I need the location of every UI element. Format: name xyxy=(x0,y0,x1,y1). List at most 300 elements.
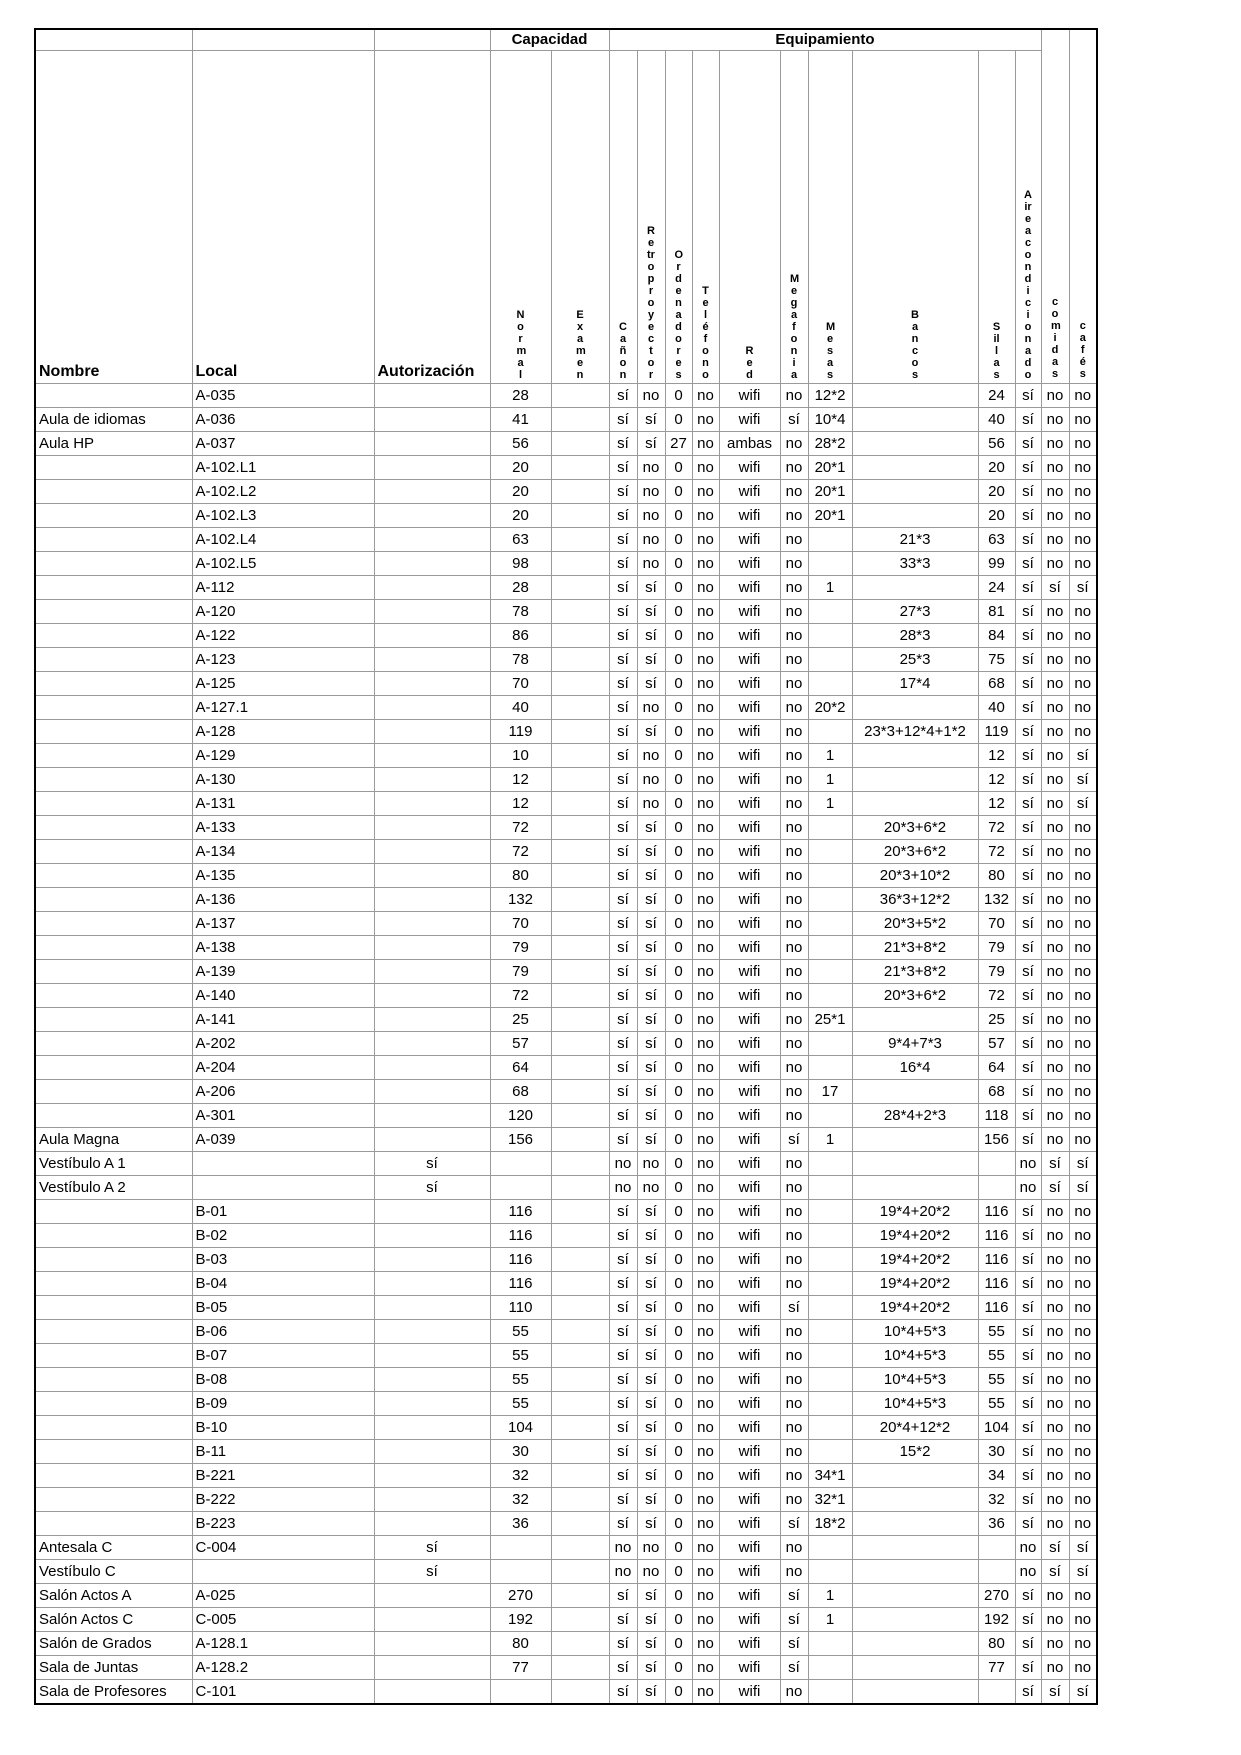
cell-bancos: 10*4+5*3 xyxy=(852,1320,978,1344)
cell-mesas xyxy=(808,1344,852,1368)
cell-red: wifi xyxy=(719,1632,780,1656)
cell-megafonia: no xyxy=(780,912,808,936)
table-row xyxy=(35,1560,1097,1584)
cell-local: A-206 xyxy=(192,1080,374,1104)
cell-retroproyector: sí xyxy=(637,1368,665,1392)
cell-canon: sí xyxy=(609,1656,637,1680)
cell-megafonia: no xyxy=(780,528,808,552)
cell-bancos xyxy=(852,792,978,816)
cell-bancos: 36*3+12*2 xyxy=(852,888,978,912)
cell-telefono: no xyxy=(692,1296,719,1320)
table-row xyxy=(35,1680,1097,1705)
cell-retroproyector: sí xyxy=(637,1632,665,1656)
cell-cafes: no xyxy=(1069,984,1097,1008)
cell-megafonia: no xyxy=(780,1416,808,1440)
cell-retroproyector: sí xyxy=(637,864,665,888)
cell-telefono: no xyxy=(692,384,719,408)
cell-retroproyector: sí xyxy=(637,960,665,984)
cell-comidas: no xyxy=(1041,648,1069,672)
cell-examen xyxy=(551,1224,609,1248)
cell-examen xyxy=(551,672,609,696)
cell-canon: sí xyxy=(609,1416,637,1440)
cell-comidas: no xyxy=(1041,1416,1069,1440)
cell-comidas: no xyxy=(1041,432,1069,456)
cell-examen xyxy=(551,648,609,672)
cell-canon: sí xyxy=(609,1272,637,1296)
table-row xyxy=(35,648,1097,672)
cell-ordenadores: 0 xyxy=(665,1632,692,1656)
cell-mesas xyxy=(808,1224,852,1248)
table-row xyxy=(35,456,1097,480)
cell-ordenadores: 0 xyxy=(665,744,692,768)
cell-cafes: no xyxy=(1069,1224,1097,1248)
cell-ordenadores: 0 xyxy=(665,720,692,744)
cell-megafonia: no xyxy=(780,1224,808,1248)
cell-examen xyxy=(551,504,609,528)
cell-normal: 132 xyxy=(490,888,551,912)
column-header-retroproyector-label: Retroproyector xyxy=(647,225,655,381)
column-header-comidas-label: comidas xyxy=(1051,296,1061,380)
cell-aire: sí xyxy=(1015,912,1041,936)
cell-cafes: no xyxy=(1069,696,1097,720)
cell-examen xyxy=(551,1584,609,1608)
cell-ordenadores: 0 xyxy=(665,888,692,912)
cell-autorizacion xyxy=(374,456,490,480)
cell-mesas xyxy=(808,1320,852,1344)
cell-autorizacion xyxy=(374,1488,490,1512)
cell-bancos xyxy=(852,1536,978,1560)
cell-nombre xyxy=(35,1008,192,1032)
cell-local: A-140 xyxy=(192,984,374,1008)
cell-bancos xyxy=(852,1512,978,1536)
cell-examen xyxy=(551,1128,609,1152)
cell-telefono: no xyxy=(692,528,719,552)
cell-local: A-133 xyxy=(192,816,374,840)
cell-mesas: 12*2 xyxy=(808,384,852,408)
cell-retroproyector: sí xyxy=(637,1104,665,1128)
cell-normal: 79 xyxy=(490,936,551,960)
cell-megafonia: no xyxy=(780,1152,808,1176)
cell-nombre xyxy=(35,1200,192,1224)
cell-telefono: no xyxy=(692,1176,719,1200)
cell-megafonia: no xyxy=(780,1488,808,1512)
table-row xyxy=(35,1224,1097,1248)
cell-bancos: 10*4+5*3 xyxy=(852,1368,978,1392)
cell-red: wifi xyxy=(719,1248,780,1272)
cell-aire: sí xyxy=(1015,1680,1041,1705)
cell-normal: 104 xyxy=(490,1416,551,1440)
cell-comidas: no xyxy=(1041,384,1069,408)
cell-nombre xyxy=(35,552,192,576)
cell-bancos: 20*3+5*2 xyxy=(852,912,978,936)
cell-normal: 28 xyxy=(490,576,551,600)
column-header-nombre: Nombre xyxy=(35,51,192,384)
cell-cafes: no xyxy=(1069,1296,1097,1320)
cell-ordenadores: 0 xyxy=(665,504,692,528)
cell-mesas: 34*1 xyxy=(808,1464,852,1488)
cell-canon: sí xyxy=(609,1392,637,1416)
cell-aire: sí xyxy=(1015,600,1041,624)
cell-megafonia: no xyxy=(780,552,808,576)
cell-canon: sí xyxy=(609,624,637,648)
cell-normal: 20 xyxy=(490,456,551,480)
cell-autorizacion xyxy=(374,1080,490,1104)
cell-normal xyxy=(490,1680,551,1705)
cell-retroproyector: sí xyxy=(637,816,665,840)
cell-ordenadores: 0 xyxy=(665,936,692,960)
cell-bancos xyxy=(852,1176,978,1200)
cell-normal: 55 xyxy=(490,1368,551,1392)
cell-telefono: no xyxy=(692,864,719,888)
cell-red: wifi xyxy=(719,1032,780,1056)
cell-sillas: 55 xyxy=(978,1392,1015,1416)
cell-autorizacion xyxy=(374,384,490,408)
cell-local: A-134 xyxy=(192,840,374,864)
cell-autorizacion xyxy=(374,912,490,936)
cell-local: B-05 xyxy=(192,1296,374,1320)
cell-comidas: no xyxy=(1041,1320,1069,1344)
cell-telefono: no xyxy=(692,672,719,696)
cell-megafonia: no xyxy=(780,720,808,744)
cell-cafes: no xyxy=(1069,1200,1097,1224)
cell-examen xyxy=(551,408,609,432)
cell-nombre xyxy=(35,864,192,888)
cell-megafonia: no xyxy=(780,672,808,696)
cell-retroproyector: no xyxy=(637,1536,665,1560)
cell-mesas: 1 xyxy=(808,792,852,816)
cell-ordenadores: 0 xyxy=(665,672,692,696)
cell-retroproyector: no xyxy=(637,552,665,576)
cell-sillas: 24 xyxy=(978,384,1015,408)
cell-telefono: no xyxy=(692,912,719,936)
cell-normal: 79 xyxy=(490,960,551,984)
cell-aire: sí xyxy=(1015,1416,1041,1440)
cell-red: wifi xyxy=(719,744,780,768)
column-header-sillas-label: Sillas xyxy=(992,321,1001,381)
cell-nombre xyxy=(35,1104,192,1128)
cell-comidas: no xyxy=(1041,744,1069,768)
cell-nombre: Aula de idiomas xyxy=(35,408,192,432)
table-row xyxy=(35,1608,1097,1632)
cell-normal: 55 xyxy=(490,1392,551,1416)
cell-aire: sí xyxy=(1015,1032,1041,1056)
cell-mesas: 20*1 xyxy=(808,480,852,504)
cell-mesas xyxy=(808,1536,852,1560)
cell-canon: sí xyxy=(609,432,637,456)
cell-retroproyector: sí xyxy=(637,1680,665,1705)
cell-retroproyector: sí xyxy=(637,912,665,936)
cell-autorizacion xyxy=(374,432,490,456)
cell-sillas: 68 xyxy=(978,1080,1015,1104)
cell-bancos xyxy=(852,768,978,792)
cell-ordenadores: 0 xyxy=(665,456,692,480)
cell-telefono: no xyxy=(692,792,719,816)
table-row xyxy=(35,1032,1097,1056)
cell-local: B-06 xyxy=(192,1320,374,1344)
cell-mesas xyxy=(808,1440,852,1464)
cell-retroproyector: no xyxy=(637,456,665,480)
cell-mesas xyxy=(808,816,852,840)
cell-cafes: no xyxy=(1069,1320,1097,1344)
cell-autorizacion: sí xyxy=(374,1536,490,1560)
cell-local: B-07 xyxy=(192,1344,374,1368)
cell-cafes: no xyxy=(1069,816,1097,840)
cell-cafes: no xyxy=(1069,1440,1097,1464)
cell-comidas: no xyxy=(1041,1224,1069,1248)
cell-red: wifi xyxy=(719,1584,780,1608)
cell-sillas: 34 xyxy=(978,1464,1015,1488)
cell-normal: 10 xyxy=(490,744,551,768)
cell-retroproyector: sí xyxy=(637,432,665,456)
cell-sillas: 40 xyxy=(978,408,1015,432)
cell-aire: sí xyxy=(1015,1248,1041,1272)
cell-telefono: no xyxy=(692,1560,719,1584)
cell-aire: sí xyxy=(1015,1224,1041,1248)
cell-canon: sí xyxy=(609,696,637,720)
cell-cafes: sí xyxy=(1069,1152,1097,1176)
cell-comidas: no xyxy=(1041,888,1069,912)
cell-bancos: 21*3+8*2 xyxy=(852,936,978,960)
cell-nombre xyxy=(35,600,192,624)
cell-nombre xyxy=(35,1080,192,1104)
cell-megafonia: no xyxy=(780,624,808,648)
column-header-examen-label: Examen xyxy=(576,309,586,381)
table-row xyxy=(35,960,1097,984)
cell-autorizacion xyxy=(374,936,490,960)
cell-comidas: no xyxy=(1041,1080,1069,1104)
cell-cafes: no xyxy=(1069,384,1097,408)
cell-examen xyxy=(551,384,609,408)
cell-sillas: 72 xyxy=(978,816,1015,840)
cell-sillas: 20 xyxy=(978,480,1015,504)
cell-comidas: no xyxy=(1041,840,1069,864)
cell-ordenadores: 0 xyxy=(665,1080,692,1104)
cell-nombre xyxy=(35,1224,192,1248)
cell-aire: sí xyxy=(1015,1440,1041,1464)
cell-nombre xyxy=(35,480,192,504)
cell-megafonia: no xyxy=(780,1032,808,1056)
cell-mesas: 20*2 xyxy=(808,696,852,720)
table-row xyxy=(35,1440,1097,1464)
cell-telefono: no xyxy=(692,936,719,960)
cell-ordenadores: 0 xyxy=(665,984,692,1008)
cell-mesas xyxy=(808,672,852,696)
cell-examen xyxy=(551,1320,609,1344)
cell-bancos: 20*3+6*2 xyxy=(852,840,978,864)
cell-mesas: 1 xyxy=(808,1608,852,1632)
cell-telefono: no xyxy=(692,1608,719,1632)
cell-cafes: no xyxy=(1069,1632,1097,1656)
cell-aire: sí xyxy=(1015,768,1041,792)
cell-nombre xyxy=(35,1296,192,1320)
cell-examen xyxy=(551,480,609,504)
cell-comidas: sí xyxy=(1041,1680,1069,1705)
cell-aire: sí xyxy=(1015,648,1041,672)
cell-bancos xyxy=(852,1152,978,1176)
cell-local: B-04 xyxy=(192,1272,374,1296)
cell-mesas: 1 xyxy=(808,744,852,768)
cell-ordenadores: 0 xyxy=(665,1032,692,1056)
table-row xyxy=(35,552,1097,576)
cell-ordenadores: 0 xyxy=(665,1368,692,1392)
cell-autorizacion xyxy=(374,1032,490,1056)
cell-normal xyxy=(490,1152,551,1176)
cell-comidas: no xyxy=(1041,408,1069,432)
cell-megafonia: no xyxy=(780,1440,808,1464)
cell-autorizacion xyxy=(374,792,490,816)
cell-autorizacion xyxy=(374,624,490,648)
cell-sillas: 156 xyxy=(978,1128,1015,1152)
cell-cafes: no xyxy=(1069,840,1097,864)
cell-red: wifi xyxy=(719,1656,780,1680)
cell-retroproyector: no xyxy=(637,480,665,504)
cell-ordenadores: 0 xyxy=(665,816,692,840)
cell-ordenadores: 0 xyxy=(665,1680,692,1705)
table-row xyxy=(35,1008,1097,1032)
cell-megafonia: sí xyxy=(780,1584,808,1608)
cell-retroproyector: no xyxy=(637,696,665,720)
cell-aire: sí xyxy=(1015,1200,1041,1224)
cell-cafes: no xyxy=(1069,480,1097,504)
cell-bancos: 28*4+2*3 xyxy=(852,1104,978,1128)
cell-examen xyxy=(551,1056,609,1080)
cell-examen xyxy=(551,888,609,912)
cell-aire: sí xyxy=(1015,1584,1041,1608)
cell-aire: sí xyxy=(1015,936,1041,960)
cell-ordenadores: 0 xyxy=(665,696,692,720)
cell-examen xyxy=(551,1608,609,1632)
cell-examen xyxy=(551,1152,609,1176)
cell-bancos: 20*3+10*2 xyxy=(852,864,978,888)
cell-retroproyector: sí xyxy=(637,1248,665,1272)
cell-canon: sí xyxy=(609,672,637,696)
cell-telefono: no xyxy=(692,648,719,672)
cell-cafes: no xyxy=(1069,1656,1097,1680)
cell-bancos xyxy=(852,480,978,504)
cell-red: wifi xyxy=(719,912,780,936)
column-header-sillas xyxy=(978,51,1015,384)
cell-ordenadores: 0 xyxy=(665,384,692,408)
column-header-red-label: Red xyxy=(745,345,754,381)
cell-red: wifi xyxy=(719,504,780,528)
cell-local: B-11 xyxy=(192,1440,374,1464)
cell-cafes: no xyxy=(1069,600,1097,624)
cell-sillas: 75 xyxy=(978,648,1015,672)
cell-red: wifi xyxy=(719,1512,780,1536)
table-row xyxy=(35,1152,1097,1176)
cell-autorizacion xyxy=(374,864,490,888)
table-row xyxy=(35,480,1097,504)
cell-megafonia: no xyxy=(780,600,808,624)
cell-ordenadores: 0 xyxy=(665,1320,692,1344)
cell-sillas: 55 xyxy=(978,1320,1015,1344)
cell-red: wifi xyxy=(719,720,780,744)
cell-red: wifi xyxy=(719,1608,780,1632)
cell-bancos xyxy=(852,504,978,528)
cell-bancos xyxy=(852,744,978,768)
cell-mesas xyxy=(808,1104,852,1128)
cell-cafes: sí xyxy=(1069,1536,1097,1560)
cell-aire: no xyxy=(1015,1152,1041,1176)
cell-cafes: no xyxy=(1069,1392,1097,1416)
cell-canon: sí xyxy=(609,984,637,1008)
cell-comidas: no xyxy=(1041,480,1069,504)
cell-nombre xyxy=(35,1320,192,1344)
cell-comidas: no xyxy=(1041,504,1069,528)
cell-ordenadores: 0 xyxy=(665,480,692,504)
cell-cafes: sí xyxy=(1069,1680,1097,1705)
cell-examen xyxy=(551,744,609,768)
rooms-table xyxy=(34,28,1098,1705)
cell-ordenadores: 0 xyxy=(665,912,692,936)
cell-sillas: 12 xyxy=(978,792,1015,816)
cell-telefono: no xyxy=(692,1512,719,1536)
cell-ordenadores: 0 xyxy=(665,1656,692,1680)
cell-mesas xyxy=(808,1152,852,1176)
cell-sillas: 57 xyxy=(978,1032,1015,1056)
cell-cafes: no xyxy=(1069,408,1097,432)
cell-retroproyector: no xyxy=(637,1176,665,1200)
cell-local: A-025 xyxy=(192,1584,374,1608)
cell-nombre: Vestíbulo C xyxy=(35,1560,192,1584)
group-header-blank xyxy=(192,29,374,51)
cell-normal: 72 xyxy=(490,984,551,1008)
cell-autorizacion xyxy=(374,984,490,1008)
cell-retroproyector: sí xyxy=(637,1584,665,1608)
cell-autorizacion xyxy=(374,816,490,840)
cell-examen xyxy=(551,1440,609,1464)
cell-red: wifi xyxy=(719,1128,780,1152)
cell-nombre: Sala de Juntas xyxy=(35,1656,192,1680)
cell-examen xyxy=(551,960,609,984)
cell-mesas xyxy=(808,720,852,744)
cell-aire: sí xyxy=(1015,1296,1041,1320)
cell-sillas: 116 xyxy=(978,1224,1015,1248)
cell-normal: 120 xyxy=(490,1104,551,1128)
cell-nombre: Sala de Profesores xyxy=(35,1680,192,1705)
cell-megafonia: no xyxy=(780,768,808,792)
table-row xyxy=(35,1416,1097,1440)
cell-bancos: 28*3 xyxy=(852,624,978,648)
cell-megafonia: no xyxy=(780,648,808,672)
cell-nombre xyxy=(35,696,192,720)
cell-examen xyxy=(551,1392,609,1416)
cell-red: ambas xyxy=(719,432,780,456)
cell-normal: 68 xyxy=(490,1080,551,1104)
cell-nombre xyxy=(35,1368,192,1392)
cell-examen xyxy=(551,600,609,624)
cell-aire: sí xyxy=(1015,1656,1041,1680)
cell-examen xyxy=(551,1176,609,1200)
cell-local: A-112 xyxy=(192,576,374,600)
cell-red: wifi xyxy=(719,528,780,552)
cell-canon: sí xyxy=(609,408,637,432)
cell-telefono: no xyxy=(692,696,719,720)
cell-examen xyxy=(551,1248,609,1272)
cell-normal: 270 xyxy=(490,1584,551,1608)
cell-comidas: no xyxy=(1041,936,1069,960)
cell-local: A-102.L2 xyxy=(192,480,374,504)
cell-sillas xyxy=(978,1152,1015,1176)
cell-bancos xyxy=(852,384,978,408)
cell-cafes: no xyxy=(1069,1416,1097,1440)
cell-retroproyector: sí xyxy=(637,600,665,624)
cell-aire: sí xyxy=(1015,576,1041,600)
cell-telefono: no xyxy=(692,1536,719,1560)
cell-megafonia: no xyxy=(780,1368,808,1392)
column-header-canon-label: Cañon xyxy=(619,321,627,381)
cell-bancos xyxy=(852,408,978,432)
